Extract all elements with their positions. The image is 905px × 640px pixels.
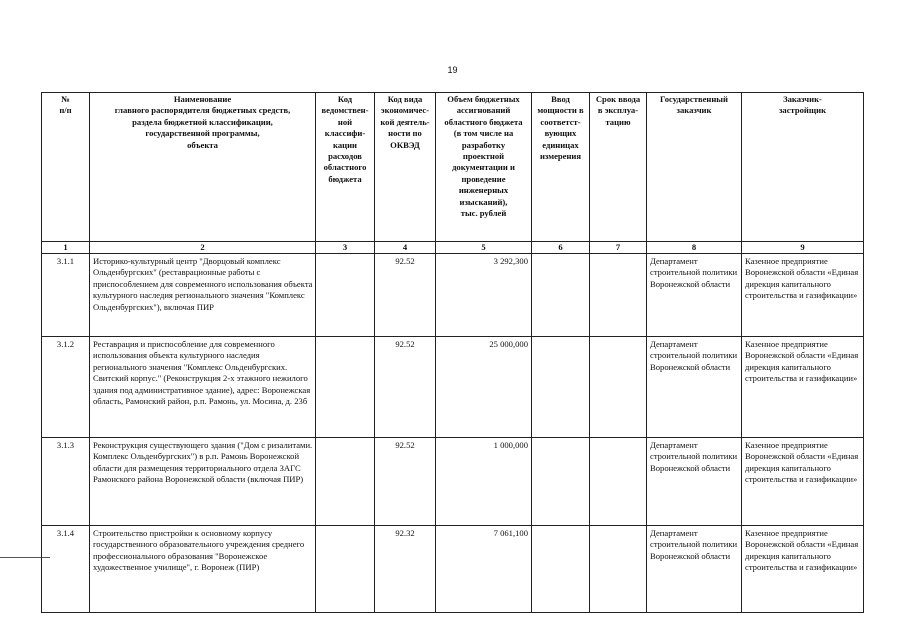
state-customer: Департамент строительной политики Воронежской области (647, 526, 742, 613)
column-number: 3 (316, 242, 375, 254)
column-number: 1 (42, 242, 90, 254)
developer: Казенное предприятие Воронежской области «Единая дирекция капитального строительства и газификации» (742, 526, 864, 613)
header-okved: Код вида экономичес- кой деятель- ности по ОКВЭД (375, 93, 436, 242)
commission-term (590, 337, 647, 438)
header-row (42, 93, 864, 242)
capacity (532, 526, 590, 613)
commission-term (590, 438, 647, 526)
okved-code: 92.52 (375, 254, 436, 337)
object-name: Реконструкция существующего здания ("Дом с ризалитами. Комплекс Ольденбургских") в р.п. Рамонь Воронежской области для размещения территориального отдела ЗАГС Рамонского района Воронежской области (включая ПИР) (90, 438, 316, 526)
header-customer: Государственный заказчик (647, 93, 742, 242)
header-capacity: Ввод мощности в соответст- вующих единицах измерения (532, 93, 590, 242)
object-name: Реставрация и приспособление для современного использования объекта культурного наследия регионального значения "Комплекс Ольденбургских. Свитский корпус." (Реконструкция 2-х этажного нежилого здания под административное здание), адрес: Воронежская область, Рамонский район, р.п. Рамонь, ул. Мосина, д. 23б (90, 337, 316, 438)
developer: Казенное предприятие Воронежской области «Единая дирекция капитального строительства и газификации» (742, 438, 864, 526)
table-row (42, 254, 864, 337)
table-row (42, 526, 864, 613)
developer: Казенное предприятие Воронежской области «Единая дирекция капитального строительства и газификации» (742, 337, 864, 438)
okved-code: 92.52 (375, 438, 436, 526)
header-developer: Заказчик- застройщик (742, 93, 864, 242)
header-name: Наименование главного распорядителя бюджетных средств, раздела бюджетной классификации, государственной программы, объекта (90, 93, 316, 242)
state-customer: Департамент строительной политики Воронежской области (647, 438, 742, 526)
developer: Казенное предприятие Воронежской области «Единая дирекция капитального строительства и газификации» (742, 254, 864, 337)
okved-code: 92.32 (375, 526, 436, 613)
column-number: 2 (90, 242, 316, 254)
row-num: 3.1.1 (42, 254, 90, 337)
dept-code (316, 438, 375, 526)
budget-allocation-table (41, 92, 864, 613)
capacity (532, 438, 590, 526)
column-number: 7 (590, 242, 647, 254)
row-num: 3.1.4 (42, 526, 90, 613)
budget-amount: 3 292,300 (436, 254, 532, 337)
object-name: Историко-культурный центр "Дворцовый комплекс Ольденбургских" (реставрационные работы с приспособлением для современного использования объекта культурного наследия регионального значения "Комплекс Ольденбургских"), включая ПИР (90, 254, 316, 337)
capacity (532, 254, 590, 337)
dept-code (316, 526, 375, 613)
capacity (532, 337, 590, 438)
state-customer: Департамент строительной политики Воронежской области (647, 254, 742, 337)
commission-term (590, 526, 647, 613)
row-num: 3.1.3 (42, 438, 90, 526)
table-row (42, 438, 864, 526)
column-number: 6 (532, 242, 590, 254)
header-dept-code: Код ведомствен- ной классифи- кации расходов областного бюджета (316, 93, 375, 242)
column-number: 5 (436, 242, 532, 254)
header-num: № п/п (42, 93, 90, 242)
column-number: 8 (647, 242, 742, 254)
okved-code: 92.52 (375, 337, 436, 438)
dept-code (316, 254, 375, 337)
commission-term (590, 254, 647, 337)
budget-amount: 25 000,000 (436, 337, 532, 438)
object-name: Строительство пристройки к основному корпусу государственного образовательного учреждения среднего профессионального образования "Воронежское художественное училище", г. Воронеж (ПИР) (90, 526, 316, 613)
header-term: Срок ввода в эксплуа- тацию (590, 93, 647, 242)
table-row (42, 337, 864, 438)
column-number-row (42, 242, 864, 254)
column-number: 9 (742, 242, 864, 254)
page-number: 19 (447, 65, 458, 75)
budget-amount: 7 061,100 (436, 526, 532, 613)
column-number: 4 (375, 242, 436, 254)
state-customer: Департамент строительной политики Воронежской области (647, 337, 742, 438)
budget-amount: 1 000,000 (436, 438, 532, 526)
dept-code (316, 337, 375, 438)
row-num: 3.1.2 (42, 337, 90, 438)
header-amount: Объем бюджетных ассигнований областного бюджета (в том числе на разработку проектной документации и проведение инженерных изысканий), тыс. рублей (436, 93, 532, 242)
